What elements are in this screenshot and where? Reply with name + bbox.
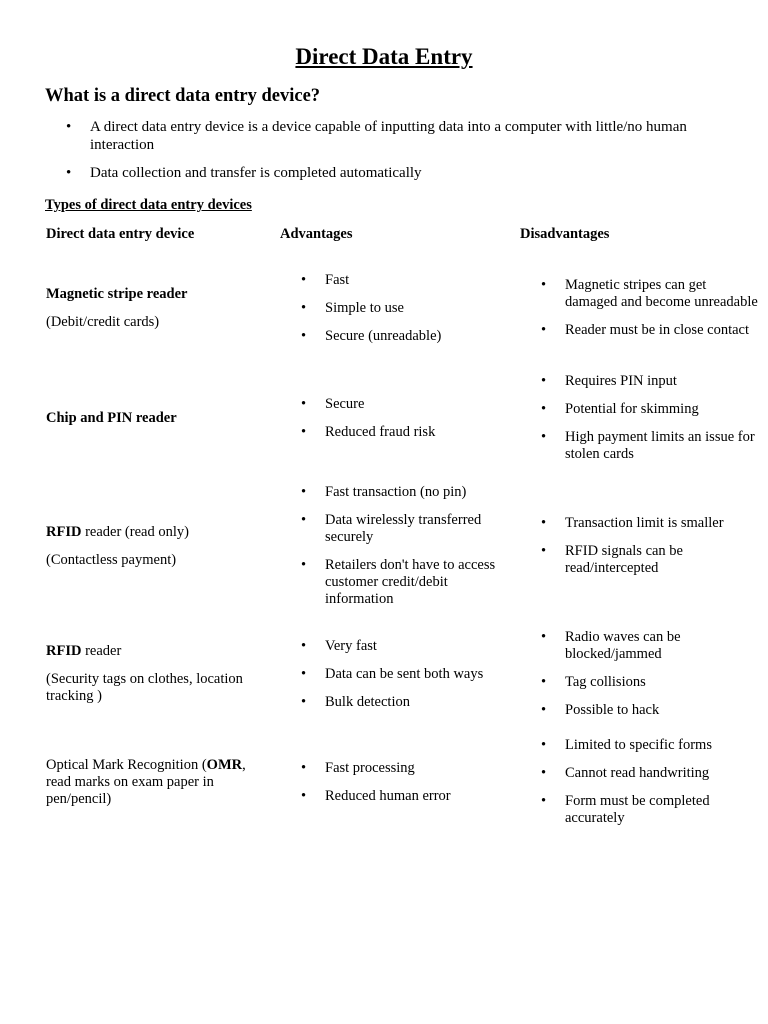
disadvantage-item: • Possible to hack: [520, 702, 760, 719]
device-cell: [46, 368, 274, 468]
advantage-item: • Retailers don't have to access customer credit/debit information: [280, 557, 516, 608]
advantage-item: • Fast: [280, 272, 516, 289]
advantage-item: • Data can be sent both ways: [280, 666, 516, 683]
device-cell: [46, 622, 274, 726]
advantages-cell: [280, 368, 516, 468]
advantage-item: • Fast processing: [280, 760, 516, 777]
disadvantages-cell: [520, 622, 760, 726]
advantage-item: • Bulk detection: [280, 694, 516, 711]
advantage-item: • Reduced human error: [280, 788, 516, 805]
device-subtitle: (Debit/credit cards): [46, 313, 160, 330]
types-heading: Types of direct data entry devices: [45, 197, 252, 213]
disadvantage-item: • Limited to specific forms: [520, 737, 760, 754]
table-row: [0, 486, 768, 606]
advantage-item: • Secure (unreadable): [280, 328, 516, 345]
advantage-item: • Fast transaction (no pin): [280, 484, 516, 501]
device-cell: [46, 486, 274, 606]
device-name: RFID reader: [46, 643, 122, 659]
question-heading: What is a direct data entry device?: [45, 86, 321, 106]
disadvantage-item: • Cannot read handwriting: [520, 765, 760, 782]
disadvantage-item: • Magnetic stripes can get damaged and become unreadable: [520, 277, 760, 311]
advantage-item: • Data wirelessly transferred securely: [280, 512, 516, 546]
disadvantage-item: • Requires PIN input: [520, 373, 760, 390]
table-row: [0, 262, 768, 354]
device-subtitle: (Security tags on clothes, location tracking ): [46, 671, 243, 704]
column-header-device: Direct data entry device: [46, 226, 195, 242]
device-name: Magnetic stripe reader: [46, 285, 188, 302]
advantages-cell: [280, 732, 516, 832]
disadvantage-item: • Form must be completed accurately: [520, 793, 760, 827]
intro-bullet: • A direct data entry device is a device capable of inputting data into a computer with little/no human interaction: [45, 118, 725, 154]
disadvantage-item: • Potential for skimming: [520, 401, 760, 418]
disadvantages-cell: [520, 486, 760, 606]
advantage-item: • Simple to use: [280, 300, 516, 317]
device-subtitle: (Contactless payment): [46, 551, 177, 568]
table-row: [0, 368, 768, 468]
advantages-cell: [280, 622, 516, 726]
intro-bullet: • Data collection and transfer is completed automatically: [45, 164, 725, 182]
table-row: [0, 622, 768, 726]
disadvantage-item: • Transaction limit is smaller: [520, 515, 760, 532]
column-header-advantages: Advantages: [280, 226, 353, 242]
disadvantages-cell: [520, 262, 760, 354]
advantages-cell: [280, 486, 516, 606]
disadvantage-item: • Radio waves can be blocked/jammed: [520, 629, 760, 663]
column-header-disadvantages: Disadvantages: [520, 226, 610, 242]
advantages-cell: [280, 262, 516, 354]
device-name: Optical Mark Recognition (OMR, read marks on exam paper in pen/pencil): [46, 756, 246, 807]
table-row: [0, 732, 768, 832]
disadvantage-item: • Reader must be in close contact: [520, 322, 760, 339]
disadvantage-item: • Tag collisions: [520, 674, 760, 691]
disadvantages-cell: [520, 732, 760, 832]
device-name: RFID reader (read only): [46, 523, 189, 540]
intro-bullet-list: [45, 118, 725, 192]
page-title: Direct Data Entry: [295, 44, 473, 69]
device-name: Chip and PIN reader: [46, 409, 177, 426]
disadvantage-item: • RFID signals can be read/intercepted: [520, 543, 760, 577]
device-cell: [46, 732, 274, 832]
advantage-item: • Very fast: [280, 638, 516, 655]
disadvantages-cell: [520, 368, 760, 468]
device-cell: [46, 262, 274, 354]
advantage-item: • Reduced fraud risk: [280, 424, 516, 441]
disadvantage-item: • High payment limits an issue for stolen cards: [520, 429, 760, 463]
advantage-item: • Secure: [280, 396, 516, 413]
